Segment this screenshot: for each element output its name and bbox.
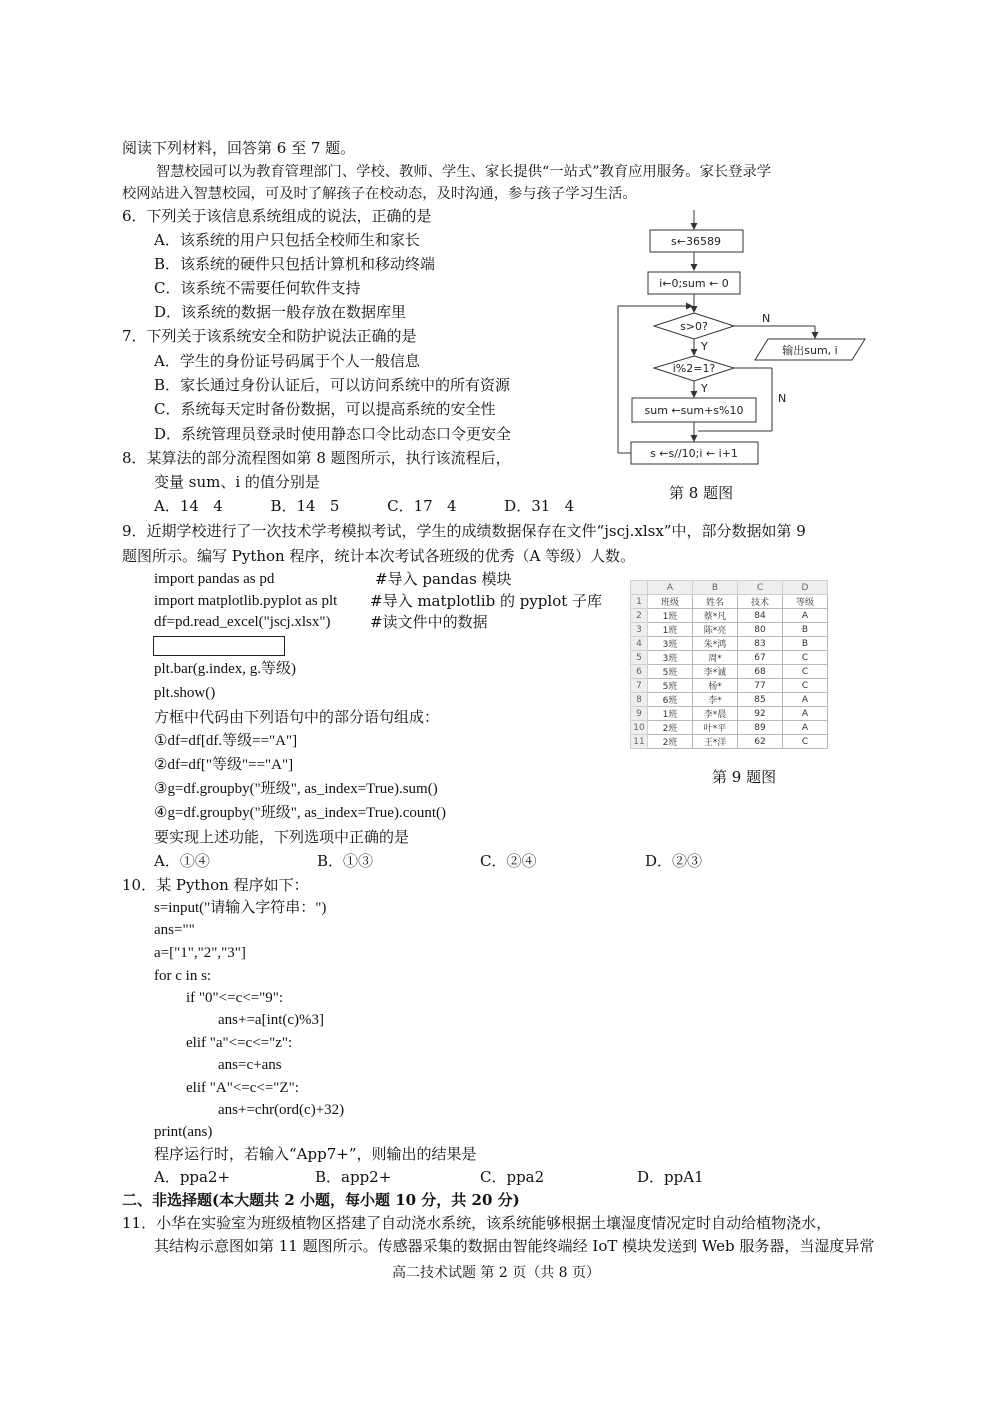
cell: 85: [738, 693, 783, 707]
cell: 姓名: [693, 595, 738, 609]
spreadsheet-figure-9: [630, 580, 828, 749]
cell: 蔡*凡: [693, 609, 738, 623]
code-line: ans="": [154, 922, 195, 938]
cell: C: [783, 651, 828, 665]
row-number: 9: [631, 707, 648, 721]
code-line: for c in s:: [154, 968, 212, 984]
code-line: elif "A"<=c<="Z":: [186, 1080, 299, 1096]
row-number: 11: [631, 735, 648, 749]
q9-instruction: 方框中代码由下列语句中的部分语句组成：: [154, 708, 440, 726]
q6-option-b: B．该系统的硬件只包括计算机和移动终端: [154, 255, 436, 273]
flow-label-n2: N: [778, 392, 787, 405]
q10-option-a: A．ppa2+: [154, 1168, 231, 1186]
cell: 1班: [648, 707, 693, 721]
cell: 89: [738, 721, 783, 735]
q7-option-a: A．学生的身份证号码属于个人一般信息: [154, 352, 420, 370]
cell: A: [783, 693, 828, 707]
q10-prompt: 程序运行时，若输入“App7+”，则输出的结果是: [154, 1145, 477, 1163]
q9-statement-4: ④g=df.groupby("班级", as_index=True).count(): [154, 805, 447, 821]
q7-option-b: B．家长通过身份认证后，可以访问系统中的所有资源: [154, 376, 511, 394]
cell: 5班: [648, 679, 693, 693]
reading-intro: 阅读下列材料，回答第 6 至 7 题。: [122, 139, 356, 157]
cell: 67: [738, 651, 783, 665]
question-6: 6．下列关于该信息系统组成的说法，正确的是: [122, 207, 432, 225]
cell: 3班: [648, 651, 693, 665]
q10-option-b: B．app2+: [315, 1168, 392, 1186]
row-number: 4: [631, 637, 648, 651]
cell: 5班: [648, 665, 693, 679]
code-line: df=pd.read_excel("jscj.xlsx"): [154, 614, 331, 630]
cell: 李*晨: [693, 707, 738, 721]
q10-option-d: D．ppA1: [637, 1168, 704, 1186]
cell: 92: [738, 707, 783, 721]
cell: 6班: [648, 693, 693, 707]
code-line: ans=c+ans: [218, 1057, 282, 1073]
q9-option-d: D．②③: [645, 852, 703, 870]
q6-option-c: C．该系统不需要任何软件支持: [154, 279, 361, 297]
page-footer: 高二技术试题 第 2 页（共 8 页）: [391, 1265, 601, 1281]
passage-line: 智慧校园可以为教育管理部门、学校、教师、学生、家长提供“一站式”教育应用服务。家长登录学: [156, 164, 772, 180]
question-9: 9．近期学校进行了一次技术学考模拟考试，学生的成绩数据保存在文件“jscj.xlsx”中，部分数据如第 9: [122, 522, 806, 540]
cell: 李*: [693, 693, 738, 707]
flow-init-s: s←36589: [671, 235, 721, 248]
flow-init-i-sum: i←0;sum ← 0: [659, 277, 729, 290]
code-comment: #导入 matplotlib 的 pyplot 子库: [370, 592, 603, 610]
q9-statement-2: ②df=df["等级"=="A"]: [154, 757, 294, 773]
corner-cell: [631, 581, 648, 595]
row-number: 5: [631, 651, 648, 665]
col-header: D: [783, 581, 828, 595]
q9-option-a: A．①④: [154, 852, 210, 870]
cell: B: [783, 623, 828, 637]
cell: 83: [738, 637, 783, 651]
row-number: 10: [631, 721, 648, 735]
col-header: B: [693, 581, 738, 595]
cell: 2班: [648, 735, 693, 749]
code-line: import pandas as pd: [154, 571, 275, 587]
code-line: import matplotlib.pyplot as plt: [154, 593, 338, 609]
figure-9-caption: 第 9 题图: [712, 768, 777, 786]
code-line: if "0"<=c<="9":: [186, 990, 284, 1006]
question-11-cont: 其结构示意图如第 11 题图所示。传感器采集的数据由智能终端经 IoT 模块发送到 Web 服务器，当湿度异常: [154, 1237, 875, 1255]
cell: 1班: [648, 623, 693, 637]
code-line: ans+=a[int(c)%3]: [218, 1012, 325, 1028]
flow-label-n1: N: [762, 312, 771, 325]
code-line: plt.bar(g.index, g.等级): [154, 661, 297, 677]
cell: 李*诚: [693, 665, 738, 679]
cell: A: [783, 707, 828, 721]
q6-option-d: D．该系统的数据一般存放在数据库里: [154, 303, 407, 321]
col-header: A: [648, 581, 693, 595]
cell: 叶*平: [693, 721, 738, 735]
question-10: 10．某 Python 程序如下：: [122, 876, 309, 894]
cell: A: [783, 721, 828, 735]
flow-output: 输出sum, i: [782, 344, 838, 357]
code-line: a=["1","2","3"]: [154, 945, 246, 961]
cell: 1班: [648, 609, 693, 623]
flow-label-y2: Y: [701, 382, 708, 395]
cell: 陈*亮: [693, 623, 738, 637]
cell: C: [783, 665, 828, 679]
answer-blank-box: [153, 636, 285, 656]
row-number: 8: [631, 693, 648, 707]
cell: C: [783, 735, 828, 749]
code-line: print(ans): [154, 1124, 213, 1140]
q9-prompt: 要实现上述功能，下列选项中正确的是: [154, 828, 410, 846]
cell: 朱*鸿: [693, 637, 738, 651]
q10-option-c: C．ppa2: [480, 1168, 545, 1186]
flow-s-i-update: s ←s//10;i ← i+1: [650, 447, 738, 460]
cell: 技术: [738, 595, 783, 609]
row-number: 1: [631, 595, 648, 609]
cell: 84: [738, 609, 783, 623]
cell: 等级: [783, 595, 828, 609]
flowchart-figure-8: [610, 205, 880, 475]
q7-option-c: C．系统每天定时备份数据，可以提高系统的安全性: [154, 400, 496, 418]
cell: 杨*: [693, 679, 738, 693]
flow-label-y1: Y: [701, 340, 708, 353]
cell: 王*洋: [693, 735, 738, 749]
cell: C: [783, 679, 828, 693]
question-9-cont: 题图所示。编写 Python 程序，统计本次考试各班级的优秀（A 等级）人数。: [122, 547, 636, 565]
cell: A: [783, 609, 828, 623]
question-8: 8．某算法的部分流程图如第 8 题图所示，执行该流程后，: [122, 449, 511, 467]
cell: B: [783, 637, 828, 651]
cell: 77: [738, 679, 783, 693]
q6-option-a: A．该系统的用户只包括全校师生和家长: [154, 231, 420, 249]
cell: 周*: [693, 651, 738, 665]
row-number: 6: [631, 665, 648, 679]
question-11: 11．小华在实验室为班级植物区搭建了自动浇水系统，该系统能够根据土壤湿度情况定时自动给植物浇水，: [122, 1214, 832, 1232]
cell: 3班: [648, 637, 693, 651]
figure-8-caption: 第 8 题图: [669, 484, 734, 502]
row-number: 3: [631, 623, 648, 637]
q9-option-c: C．②④: [480, 852, 537, 870]
row-number: 7: [631, 679, 648, 693]
flow-cond-i: i%2=1?: [672, 362, 716, 375]
q7-option-d: D．系统管理员登录时使用静态口令比动态口令更安全: [154, 425, 512, 443]
code-line: plt.show(): [154, 685, 216, 701]
cell: 班级: [648, 595, 693, 609]
cell: 2班: [648, 721, 693, 735]
passage-line: 校网站进入智慧校园，可及时了解孩子在校动态，及时沟通，参与孩子学习生活。: [122, 186, 637, 202]
flow-cond-s: s>0?: [680, 320, 708, 333]
code-comment: #读文件中的数据: [370, 613, 488, 631]
q9-statement-3: ③g=df.groupby("班级", as_index=True).sum(): [154, 781, 438, 797]
cell: 62: [738, 735, 783, 749]
code-line: elif "a"<=c<="z":: [186, 1035, 293, 1051]
cell: 80: [738, 623, 783, 637]
q9-option-b: B．①③: [317, 852, 374, 870]
col-header: C: [738, 581, 783, 595]
code-line: s=input("请输入字符串："): [154, 900, 327, 916]
cell: 68: [738, 665, 783, 679]
flow-sum-update: sum ←sum+s%10: [644, 404, 744, 417]
question-8-cont: 变量 sum、i 的值分别是: [154, 473, 320, 491]
q9-statement-1: ①df=df[df.等级=="A"]: [154, 733, 298, 749]
section-2-heading: 二、非选择题(本大题共 2 小题，每小题 10 分，共 20 分): [122, 1191, 520, 1209]
code-line: ans+=chr(ord(c)+32): [218, 1102, 345, 1118]
question-7: 7．下列关于该系统安全和防护说法正确的是: [122, 327, 417, 345]
q8-options: A．14 4 B．14 5 C．17 4 D．31 4: [154, 497, 575, 515]
row-number: 2: [631, 609, 648, 623]
code-comment: #导入 pandas 模块: [375, 570, 512, 588]
